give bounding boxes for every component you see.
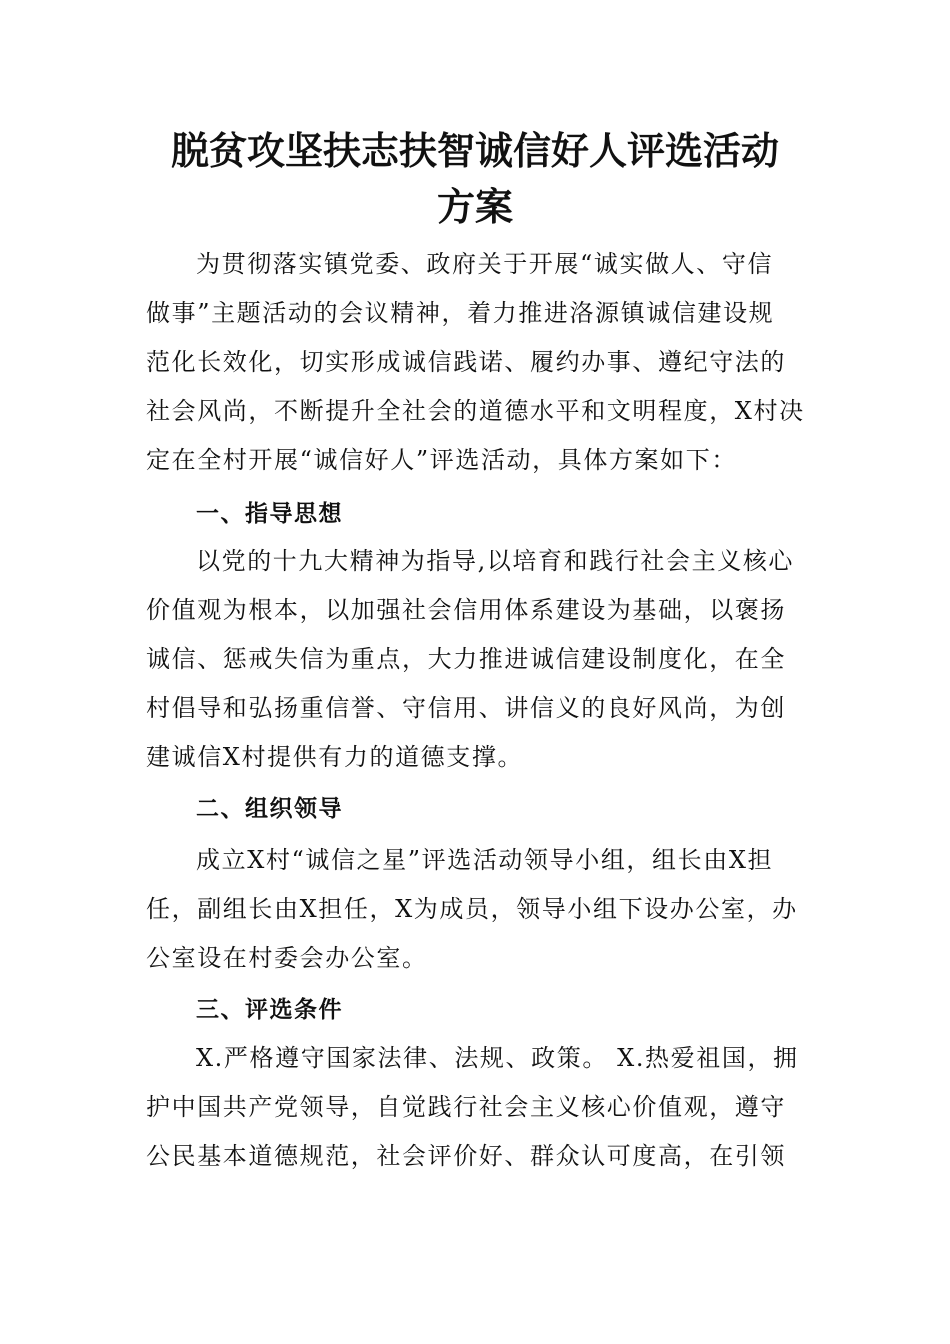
section-heading-criteria: 三、评选条件 (196, 997, 343, 1023)
section-heading-organization: 二、组织领导 (196, 796, 343, 822)
intro-line: 范化长效化，切实形成诚信践诺、履约办事、遵纪守法的 (146, 348, 786, 376)
section2-paragraph (146, 836, 808, 983)
section3-paragraph (146, 1034, 808, 1181)
section1-line: 以党的十九大精神为指导,以培育和践行社会主义核心 (196, 547, 795, 575)
intro-paragraph (146, 240, 808, 485)
section2-line: 成立X村“诚信之星”评选活动领导小组，组长由X担 (196, 846, 774, 874)
document-title-line-2: 方案 (436, 185, 513, 229)
intro-line: 社会风尚，不断提升全社会的道德水平和文明程度，X村决 (146, 397, 805, 425)
intro-line: 为贯彻落实镇党委、政府关于开展“诚实做人、守信 (196, 250, 774, 278)
section1-line: 诚信、惩戒失信为重点，大力推进诚信建设制度化，在全 (146, 645, 786, 673)
intro-line: 定在全村开展“诚信好人”评选活动，具体方案如下： (146, 446, 737, 474)
document-title-line-1: 脱贫攻坚扶志扶智诚信好人评选活动 (170, 129, 779, 173)
section1-paragraph (146, 537, 808, 782)
section3-line: 公民基本道德规范，社会评价好、群众认可度高，在引领 (146, 1142, 786, 1170)
section1-line: 村倡导和弘扬重信誉、守信用、讲信义的良好风尚，为创 (146, 694, 786, 722)
section3-line: X.严格遵守国家法律、法规、政策。 X.热爱祖国，拥 (196, 1044, 799, 1072)
section-heading-guiding-ideology: 一、指导思想 (196, 501, 343, 527)
section3-line: 护中国共产党领导，自觉践行社会主义核心价值观，遵守 (146, 1093, 786, 1121)
section2-line: 任，副组长由X担任，X为成员，领导小组下设办公室，办 (146, 895, 798, 923)
intro-line: 做事”主题活动的会议精神，着力推进洛源镇诚信建设规 (146, 299, 775, 327)
section2-line: 公室设在村委会办公室。 (146, 944, 428, 972)
section1-line: 建诚信X村提供有力的道德支撑。 (146, 743, 524, 771)
section1-line: 价值观为根本，以加强社会信用体系建设为基础，以褒扬 (146, 596, 786, 624)
